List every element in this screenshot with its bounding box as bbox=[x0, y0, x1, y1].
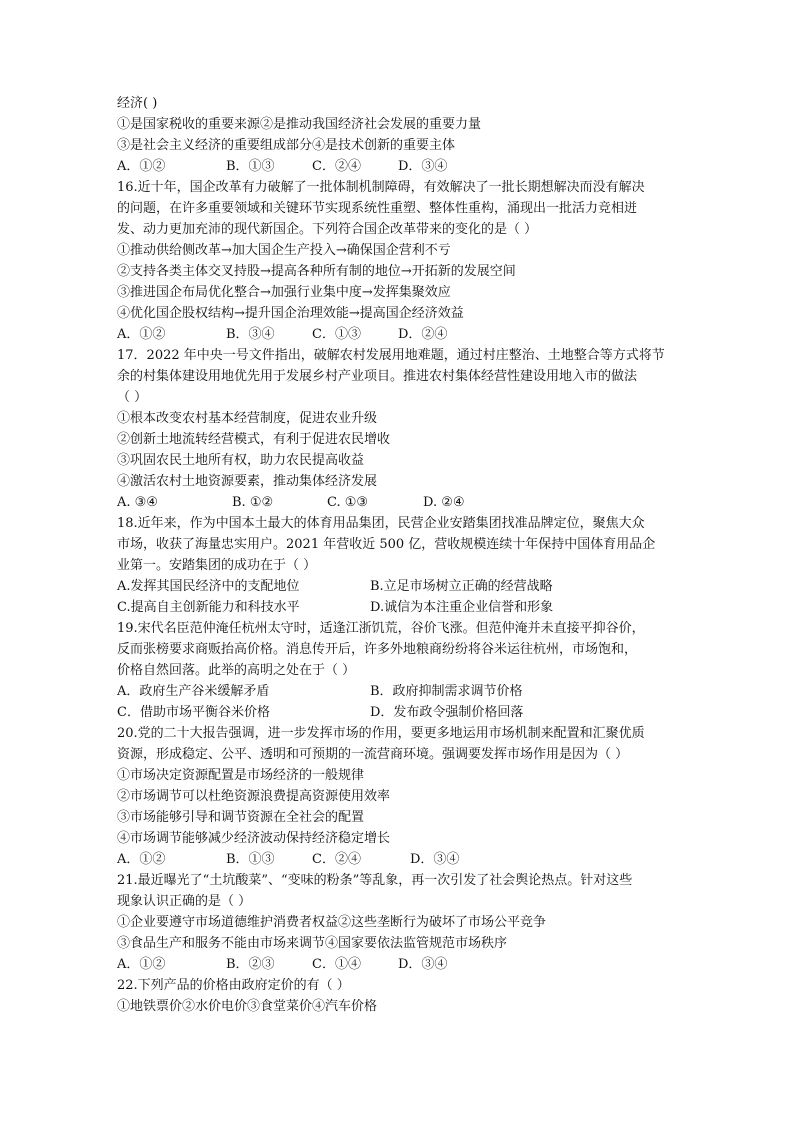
answer-option: B.立足市场树立正确的经营战略 bbox=[370, 579, 553, 594]
text-line: ②创新土地流转经营模式，有利于促进农民增收 bbox=[117, 432, 391, 447]
text-line: 16.近十年，国企改革有力破解了一批体制机制障碍，有效解决了一批长期想解决而没有解决 bbox=[117, 180, 645, 195]
answer-option: A．政府生产谷米缓解矛盾 bbox=[117, 684, 270, 699]
answer-option: D．③④ bbox=[398, 159, 448, 174]
answer-options bbox=[117, 492, 694, 513]
text-line: ①市场决定资源配置是市场经济的一般规律 bbox=[117, 768, 365, 783]
text-line: 反而张榜要求商贩抬高价格。消息传开后，许多外地粮商纷纷将谷米运往杭州，市场饱和， bbox=[117, 642, 638, 657]
answer-option: D．③④ bbox=[398, 957, 448, 972]
text-line: ④激活农村土地资源要素，推动集体经济发展 bbox=[117, 474, 378, 489]
answer-option: D. ②④ bbox=[423, 495, 465, 510]
text-line: 21.最近曝光了“土坑酸菜”、“变味的粉条”等乱象，再一次引发了社会舆论热点。针对这些 bbox=[117, 873, 633, 888]
text-line: 价格自然回落。此举的高明之处在于（ ） bbox=[117, 663, 356, 678]
answer-options bbox=[117, 702, 694, 723]
text-line: ③是社会主义经济的重要组成部分④是技术创新的重要主体 bbox=[117, 138, 456, 153]
text-line: ①推动供给侧改革→加大国企生产投入→确保国企营利不亏 bbox=[117, 243, 451, 258]
text-line: 市场，收获了海量忠实用户。2021 年营收近 500 亿，营收规模连续十年保持中国体育用品企 bbox=[117, 537, 656, 552]
text-line: 资源，形成稳定、公平、透明和可预期的一流营商环境。强调要发挥市场作用是因为（ ） bbox=[117, 747, 629, 762]
text-line: 余的村集体建设用地优先用于发展乡村产业项目。推进农村集体经营性建设用地入市的做法 bbox=[117, 369, 638, 384]
answer-option: D.诚信为本注重企业信誉和形象 bbox=[370, 600, 554, 615]
answer-option: B．①③ bbox=[226, 159, 275, 174]
text-line: ②支持各类主体交叉持股→提高各种所有制的地位→开拓新的发展空间 bbox=[117, 264, 516, 279]
answer-option: A. ③④ bbox=[117, 495, 158, 510]
answer-option: C．借助市场平衡谷米价格 bbox=[117, 705, 270, 720]
text-line: ①根本改变农村基本经营制度，促进农业升级 bbox=[117, 411, 378, 426]
text-line: 17．2022 年中央一号文件指出，破解农村发展用地难题，通过村庄整治、土地整合等方式将节 bbox=[117, 348, 665, 363]
answer-option: C. ①③ bbox=[327, 495, 369, 510]
text-line: ③巩固农民土地所有权，助力农民提高收益 bbox=[117, 453, 365, 468]
text-line: ④市场调节能够减少经济波动保持经济稳定增长 bbox=[117, 831, 391, 846]
answer-option: A．①② bbox=[117, 327, 166, 342]
answer-option: B．政府抑制需求调节价格 bbox=[370, 684, 523, 699]
answer-option: B．③④ bbox=[226, 327, 275, 342]
answer-options bbox=[117, 576, 694, 597]
answer-options bbox=[117, 954, 694, 975]
text-line: （ ） bbox=[117, 390, 148, 405]
text-line: 业第一。安踏集团的成功在于（ ） bbox=[117, 558, 317, 573]
answer-option: A．①② bbox=[117, 159, 166, 174]
answer-option: B. ①② bbox=[232, 495, 274, 510]
answer-option: A.发挥其国民经济中的支配地位 bbox=[117, 579, 300, 594]
text-line: ①是国家税收的重要来源②是推动我国经济社会发展的重要力量 bbox=[117, 117, 482, 132]
text-line: ①地铁票价②水价电价③食堂菜价④汽车价格 bbox=[117, 999, 378, 1014]
text-line: ③市场能够引导和调节资源在全社会的配置 bbox=[117, 810, 365, 825]
answer-option: D．②④ bbox=[398, 327, 448, 342]
text-line: ①企业要遵守市场道德维护消费者权益②这些垄断行为破坏了市场公平竞争 bbox=[117, 915, 547, 930]
answer-option: C．①④ bbox=[312, 957, 361, 972]
text-line: 20.党的二十大报告强调，进一步发挥市场的作用，要更多地运用市场机制来配置和汇聚优质 bbox=[117, 726, 645, 741]
text-line: ②市场调节可以杜绝资源浪费提高资源使用效率 bbox=[117, 789, 391, 804]
answer-options bbox=[117, 597, 694, 618]
answer-option: D．③④ bbox=[410, 852, 460, 867]
answer-option: A．①② bbox=[117, 957, 166, 972]
answer-option: B．①③ bbox=[226, 852, 275, 867]
answer-option: C．①③ bbox=[312, 327, 361, 342]
text-line: 22.下列产品的价格由政府定价的有（ ） bbox=[117, 978, 350, 993]
text-line: 的问题，在许多重要领域和关键环节实现系统性重塑、整体性重构，涌现出一批活力竞相迸 bbox=[117, 201, 638, 216]
answer-options bbox=[117, 681, 694, 702]
text-line: ④优化国企股权结构→提升国企治理效能→提高国企经济效益 bbox=[117, 306, 464, 321]
answer-option: C.提高自主创新能力和科技水平 bbox=[117, 600, 300, 615]
text-line: ③食品生产和服务不能由市场来调节④国家要依法监管规范市场秩序 bbox=[117, 936, 508, 951]
text-line: 发、动力更加充沛的现代新国企。下列符合国企改革带来的变化的是（ ） bbox=[117, 222, 538, 237]
answer-options bbox=[117, 849, 694, 870]
answer-option: A．①② bbox=[117, 852, 166, 867]
text-line: 现象认识正确的是（ ） bbox=[117, 894, 252, 909]
answer-option: C．②④ bbox=[312, 159, 361, 174]
answer-option: D．发布政令强制价格回落 bbox=[370, 705, 524, 720]
answer-options bbox=[117, 156, 694, 177]
answer-options bbox=[117, 324, 694, 345]
text-line: 经济( ) bbox=[117, 96, 158, 111]
text-line: 19.宋代名臣范仲淹任杭州太守时，适逢江浙饥荒，谷价飞涨。但范仲淹并未直接平抑谷价， bbox=[117, 621, 645, 636]
answer-option: C．②④ bbox=[312, 852, 361, 867]
text-line: ③推进国企布局优化整合→加强行业集中度→发挥集聚效应 bbox=[117, 285, 451, 300]
text-line: 18.近年来，作为中国本土最大的体育用品集团，民营企业安踏集团找准品牌定位，聚焦大众 bbox=[117, 516, 645, 531]
answer-option: B．②③ bbox=[226, 957, 275, 972]
